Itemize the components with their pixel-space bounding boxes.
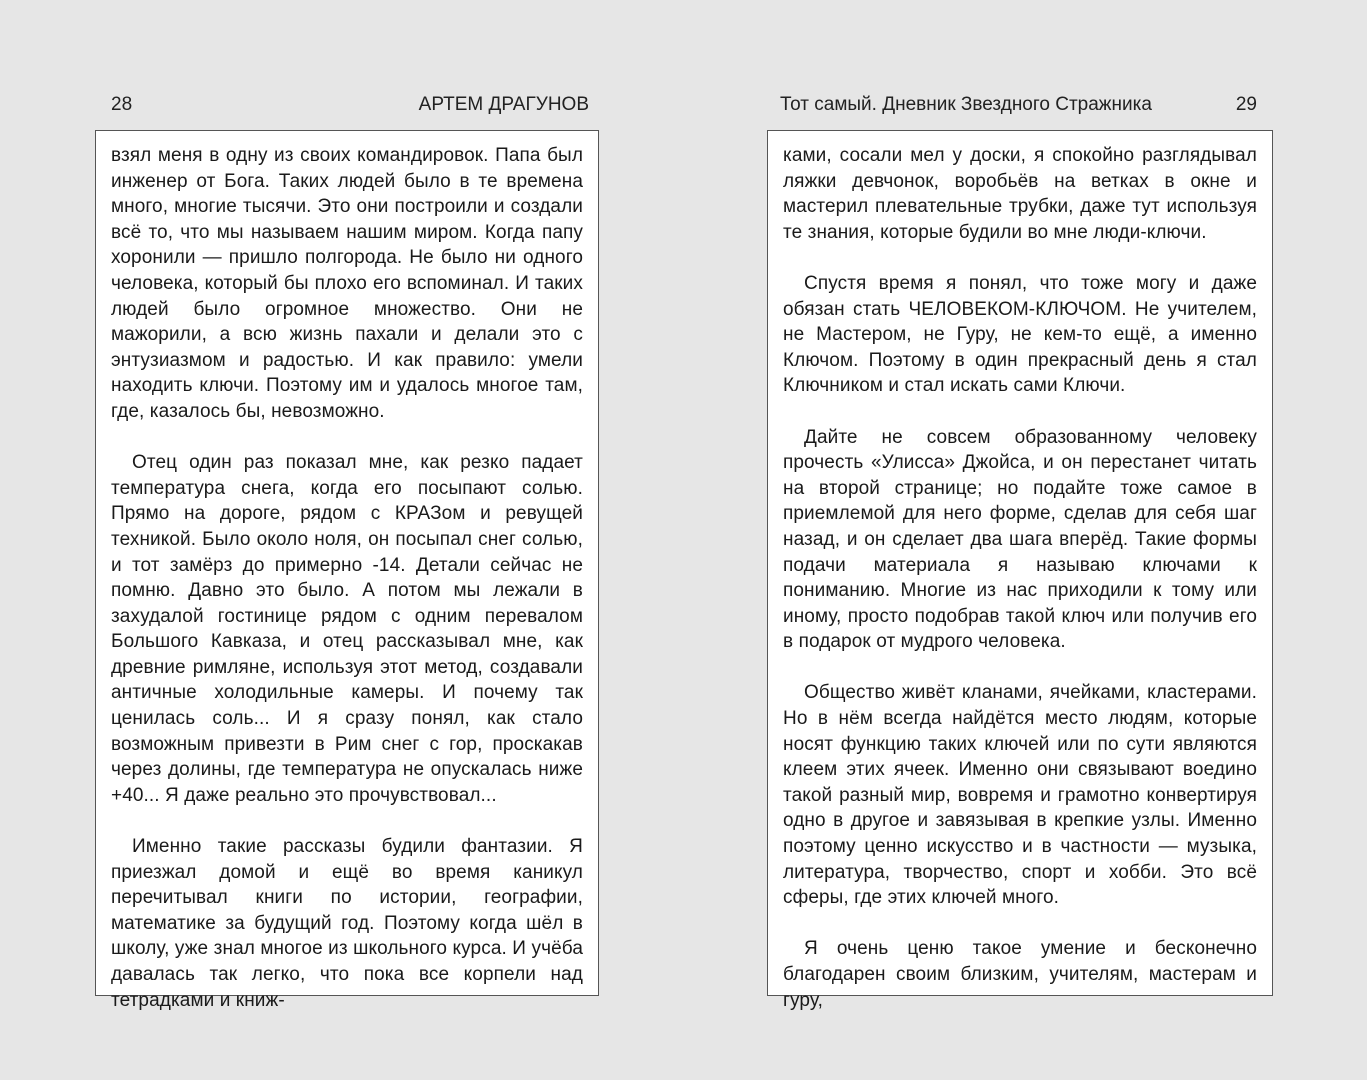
paragraph: Отец один раз показал мне, как резко падает температура снега, когда его посыпают солью. Прямо на дороге, рядом с КРАЗом и ревущей техникой. Было около ноля, он посыпал снег солью, и тот замёрз до примерно -14. Детали сейчас не помню. Давно это было. А потом мы лежали в захудалой гостинице рядом с одним перевалом Большого Кавказа, и отец рассказывал мне, как древние римляне, используя этот метод, создавали античные холодильные камеры. И почему так ценилась соль... И я сразу понял, как стало возможным привезти в Рим снег с гор, проскакав через долины, где температура не опускалась ниже +40... Я даже реально это прочувствовал... — [111, 452, 583, 806]
paragraph: Общество живёт кланами, ячейками, кластерами. Но в нём всегда найдётся место людям, которые носят функцию таких ключей или по сути являются клеем этих ячеек. Именно они связывают воедино такой разный мир, вовремя и грамотно конвертируя одно в другое и завязывая в крепкие узлы. Именно поэтому ценно искусство и в частности — музыка, литература, творчество, спорт и хобби. Это всё сферы, где этих ключей много. — [783, 682, 1257, 909]
paragraph: Именно такие рассказы будили фантазии. Я приезжал домой и ещё во время каникул перечитывал книги по истории, географии, математике за будущий год. Поэтому когда шёл в школу, уже знал многое из школьного курса. И учёба давалась так легко, что пока все корпели над тетрадками и книж- — [111, 836, 583, 1011]
right-page-number: 29 — [1235, 94, 1257, 115]
paragraph: Спустя время я понял, что тоже могу и даже обязан стать ЧЕЛОВЕКОМ-КЛЮЧОМ. Не учителем, не Мастером, не Гуру, не кем-то ещё, а именно Ключом. Поэтому в один прекрасный день я стал Ключником и стал искать сами Ключи. — [783, 272, 1257, 397]
paragraph: Я очень ценю такое умение и бесконечно благодарен своим близким, учителям, мастерам и гуру, — [783, 938, 1257, 1011]
right-page-header — [780, 92, 1257, 118]
left-running-title: АРТЕМ ДРАГУНОВ — [418, 94, 589, 115]
left-page-number: 28 — [111, 94, 133, 115]
right-page-text-frame — [767, 130, 1273, 1011]
left-page-header — [111, 92, 589, 118]
paragraph: ками, сосали мел у доски, я спокойно разглядывал ляжки девчонок, воробьёв на ветках в окне и мастерил плевательные трубки, даже тут используя те знания, которые будили во мне люди-ключи. — [783, 145, 1257, 243]
paragraph: Дайте не совсем образованному человеку прочесть «Улисса» Джойса, и он перестанет читать на второй странице; но подайте тоже самое в приемлемой для него форме, сделав для себя шаг назад, и он сделает два шага вперёд. Такие формы подачи материала я называю ключами к пониманию. Многие из нас приходили к тому или иному, просто подобрав такой ключ или получив его в подарок от мудрого человека. — [783, 426, 1257, 653]
right-page-body — [783, 143, 1257, 1013]
left-page-body — [111, 143, 583, 1013]
right-running-title: Тот самый. Дневник Звездного Стражника — [780, 94, 1152, 115]
paragraph: взял меня в одну из своих командировок. Папа был инженер от Бога. Таких людей было в те времена много, многие тысячи. Это они построили и создали всё то, что мы называем нашим миром. Когда папу хоронили — пришло полгорода. Не было ни одного человека, который бы плохо его вспоминал. И таких людей было огромное множество. Они не мажорили, а всю жизнь пахали и делали это с энтузиазмом и радостью. И как правило: умели находить ключи. Поэтому им и удалось многое там, где, казалось бы, невозможно. — [111, 145, 583, 422]
left-page-text-frame — [95, 130, 599, 1011]
